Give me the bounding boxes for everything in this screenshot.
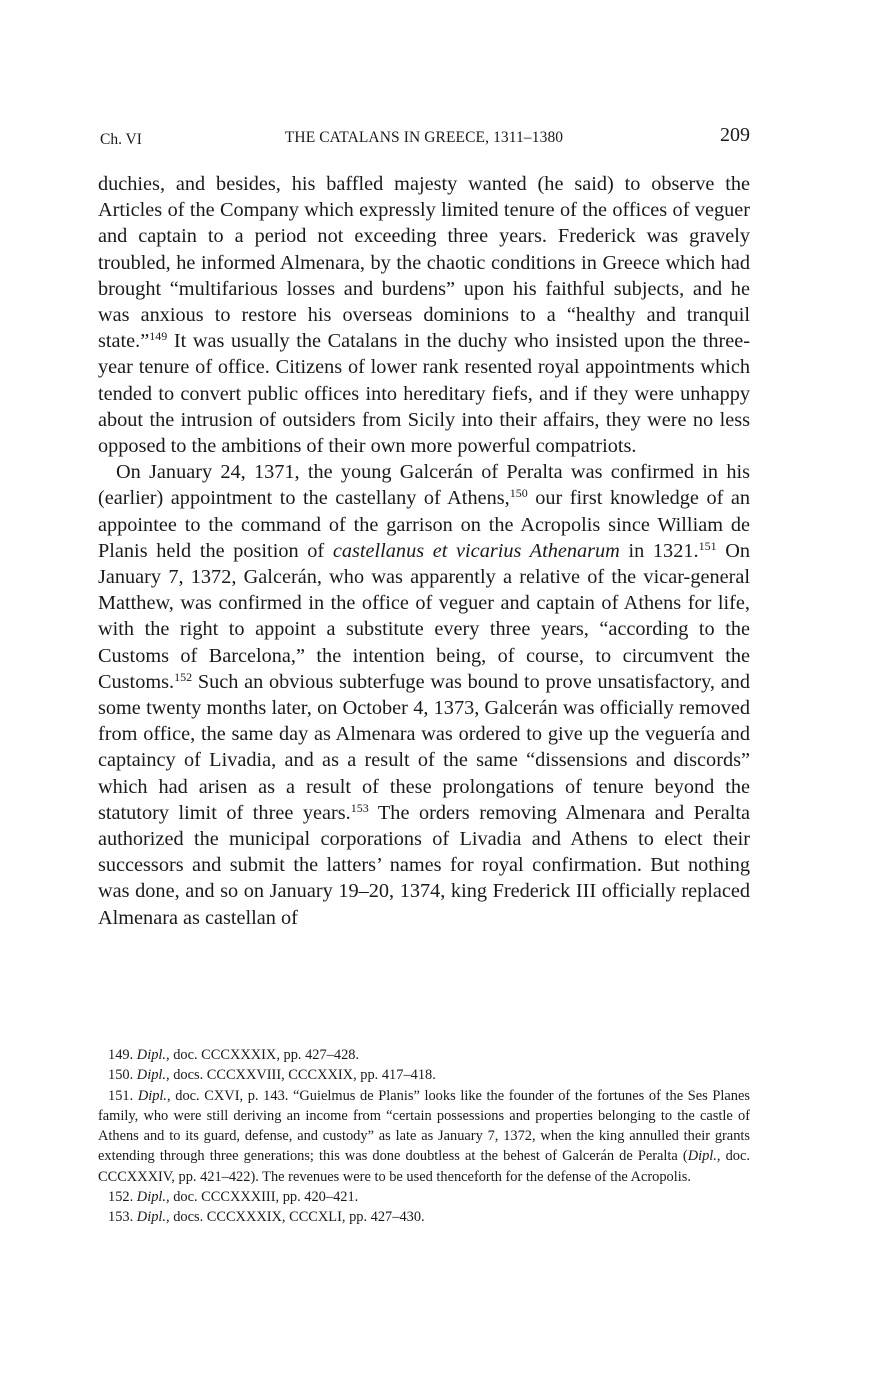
main-text — [98, 171, 750, 931]
footnote-number: 151. — [108, 1087, 134, 1104]
paragraph-2-part-e: Such an obvious subterfuge was bound to prove unsatisfactory, and some twenty months later, on October 4, 1373, Galcerán was officially removed from office, the same day as Almenara was ordered to give up the veguería and captaincy of Livadia, and as a result of the same “dissensions and discords” which had arisen as a result of these prolongations of tenure beyond the statutory limit of three years. — [98, 670, 750, 824]
paragraph-2-part-d: On January 7, 1372, Galcerán, who was apparently a relative of the vicar-general Matthew, was confirmed in the office of veguer and captain of Athens for life, with the right to appoint a substitute every three years, “according to the Customs of Barcelona,” the intention being, of course, to circumvent the Customs. — [98, 539, 751, 693]
footnote-number: 149. — [108, 1047, 134, 1063]
footnote-ref-152: 152 — [174, 669, 193, 684]
footnote-151 — [98, 1086, 750, 1187]
footnote-source: Dipl., — [137, 1087, 171, 1104]
paragraph-1-part-a: duchies, and besides, his baffled majesty wanted (he said) to observe the Articles of the Company which expressly limited tenure of the offices of veguer and captain to a period not exceeding three years. Frederick was gravely troubled, he informed Almenara, by the chaotic conditions in Greece which had brought “multifarious losses and burdens” upon his faithful subjects, and he was anxious to restore his overseas dominions to a “healthy and tranquil state.” — [98, 173, 750, 353]
footnote-149 — [98, 1045, 750, 1065]
footnote-number: 150. — [108, 1067, 134, 1084]
footnote-text: doc. CCCXXXIX, pp. 427–428. — [173, 1047, 360, 1063]
latin-title: castellanus et vicarius Athenarum — [332, 539, 620, 562]
footnote-ref-151: 151 — [698, 538, 717, 553]
footnote-152 — [98, 1187, 750, 1207]
footnote-text: docs. CCCXXXIX, CCCXLI, pp. 427–430. — [173, 1209, 425, 1226]
footnote-text: docs. CCCXXVIII, CCCXXIX, pp. 417–418. — [173, 1067, 436, 1084]
paragraph-1 — [98, 171, 750, 459]
footnote-number: 153. — [108, 1209, 134, 1226]
paragraph-2-part-a: On January 24, 1371, the young Galcerán of Peralta was confirmed in his (earlier) appointment to the castellany of Athens, — [98, 461, 750, 510]
footnote-source: Dipl., — [136, 1189, 170, 1206]
footnote-number: 152. — [108, 1189, 134, 1206]
running-title: THE CATALANS IN GREECE, 1311–1380 — [284, 129, 564, 146]
paragraph-2-part-b: our first knowledge of an appointee to the command of the garrison on the Acropolis since William de Planis held the position of — [98, 487, 750, 562]
footnote-source: Dipl., — [687, 1148, 721, 1165]
paragraph-1-part-b: It was usually the Catalans in the duchy who insisted upon the three-year tenure of office. Citizens of lower rank resented royal appointments which tended to convert public offices into hereditary fiefs, and if they were unhappy about the intrusion of outsiders from Sicily into their affairs, they were no less opposed to the ambitions of their own more powerful compatriots. — [98, 330, 750, 458]
footnote-source: Dipl., — [136, 1209, 170, 1226]
chapter-label: Ch. VI — [100, 131, 142, 148]
footnote-text: doc. CXVI, p. 143. “Guielmus de Planis” looks like the founder of the fortunes of the Ses Planes family, who were still deriving an income from “certain possessions and properties belonging to the castle of Athens and to its guard, defense, and custody” as late as January 7, 1372, when the king annulled their grants extending through three generations; this was done doubtless at the behest of Galcerán de Peralta ( — [98, 1087, 750, 1165]
page-header — [98, 124, 750, 152]
paragraph-2-part-f: The orders removing Almenara and Peralta authorized the municipal corporations of Livadia and Athens to elect their successors and submit the latters’ names for royal confirmation. But nothing was done, and so on January 19–20, 1374, king Frederick III officially replaced Almenara as castellan of — [98, 801, 750, 929]
footnote-150 — [98, 1065, 750, 1085]
footnote-source: Dipl., — [136, 1067, 170, 1084]
footnote-text: doc. CCCXXXIV, pp. 421–422). The revenues were to be used thenceforth for the defense of the Acropolis. — [98, 1148, 750, 1185]
footnote-153 — [98, 1207, 750, 1227]
paragraph-2 — [98, 459, 750, 931]
footnote-ref-153: 153 — [350, 800, 369, 815]
footnote-ref-149: 149 — [149, 329, 168, 344]
footnotes — [98, 1045, 750, 1228]
footnote-ref-150: 150 — [509, 486, 528, 501]
paragraph-2-part-c: in 1321. — [628, 539, 699, 562]
page-number: 209 — [720, 124, 750, 146]
footnote-text: doc. CCCXXXIII, pp. 420–421. — [173, 1189, 359, 1206]
footnote-source: Dipl., — [136, 1047, 170, 1063]
